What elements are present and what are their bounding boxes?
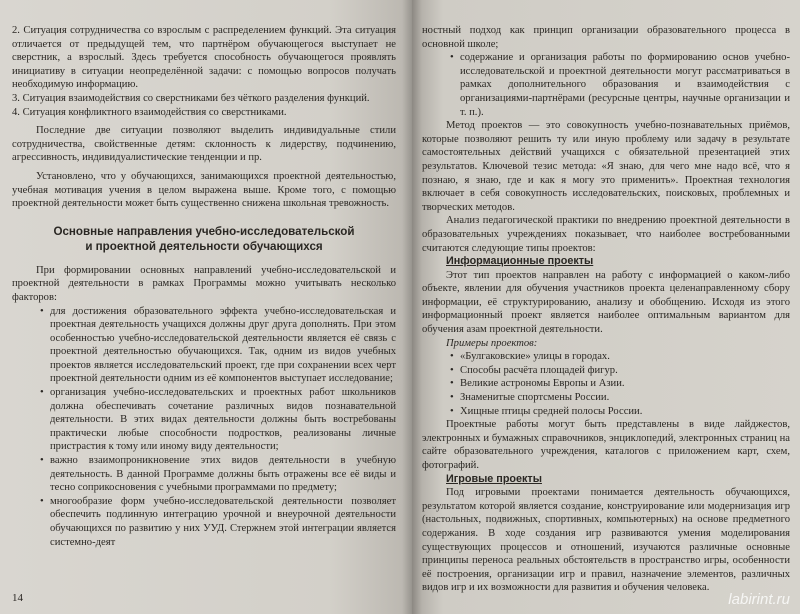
paragraph: ностный подход как принцип организации образовательного процесса в основной школе;: [422, 25, 790, 50]
paragraph: Установлено, что у обучающихся, занимающихся проектной деятельностью, учебная мотивация учения в целом выражена выше. Кроме того, с помощью проектной деятельности может быть существенно снижена школьная тревожность.: [12, 170, 396, 210]
paragraph: Проектные работы могут быть представлены в виде лайджестов, электронных и бумажных справочников, энциклопедий, электронных страниц на сайте образовательного учреждения, каталогов с приложением карт, схем, фотографий.: [422, 419, 790, 471]
heading-line: Основные направления учебно-исследовательской: [53, 224, 355, 238]
list-item: • многообразие форм учебно-исследовательской деятельности позволяет обеспечить подлинную интеграцию урочной и внеурочной деятельности обучающихся по развитию у них УУД. Стержнем этой интеграции является системно-деят: [12, 495, 396, 549]
watermark-logo: labirint.ru: [728, 591, 790, 608]
right-column: [422, 24, 790, 595]
subheading: Информационные проекты: [446, 255, 594, 268]
spine-shadow: [402, 0, 422, 614]
list-item: • Способы расчёта площадей фигур.: [422, 364, 790, 378]
paragraph: 2. Ситуация сотрудничества со взрослым с распределением функций. Эта ситуация отличается от предыдущей тем, что партнёром обучающегося выступает не сверстник, а взрослый. Здесь требуется способность обучающегося проявлять инициативу в ситуации неопределённой задачи: с помощью вопросов получать необходимую информацию.: [12, 25, 396, 91]
list-item: • Великие астрономы Европы и Азии.: [422, 377, 790, 391]
left-column: [12, 24, 396, 549]
right-page: [412, 0, 800, 614]
paragraph: Анализ педагогической практики по внедрению проектной деятельности в образовательных учреждениях показывает, что наиболее востребованными считаются следующие типы проектов:: [422, 215, 790, 254]
factor-list: [12, 305, 396, 550]
page-number: 14: [12, 592, 23, 604]
paragraph: Этот тип проектов направлен на работу с информацией о каком-либо объекте, явлении для обучения участников проекта целенаправленному сбору информации, её структурированию, анализу и обобщению. Исходя из этого информационный проект является наиболее оптимальным вариантом для обучения азам проектной деятельности.: [422, 269, 790, 336]
subheading: Игровые проекты: [446, 472, 542, 485]
paragraph: При формировании основных направлений учебно-исследовательской и проектной деятельности в рамках Программы можно учитывать несколько факторов:: [12, 264, 396, 303]
paragraph: 3. Ситуация взаимодействия со сверстниками без чёткого разделения функций.: [12, 92, 370, 104]
examples-list: [422, 350, 790, 418]
list-item: • Хищные птицы средней полосы России.: [422, 405, 790, 419]
list-item: • Знаменитые спортсмены России.: [422, 391, 790, 405]
heading-line: и проектной деятельности обучающихся: [85, 239, 323, 253]
paragraph: Под игровыми проектами понимается деятельность обучающихся, результатом которой является создание, конструирование или модернизация игр (настольных, подвижных, спортивных, компьютерных) на основе предметного содержания. В ходе создания игр развиваются умения моделирования существующих процессов и отношений, изучаются различные основные принципы переноса реальных обстоятельств в пространство игры, особенности её построения, организации игр и правил, назначение элементов, различных видов игр и их возможности для развития и обучения человека.: [422, 487, 790, 594]
examples-label: Примеры проектов:: [446, 337, 538, 349]
list-item: • содержание и организация работы по формированию основ учебно-исследовательской и проектной деятельности могут рассматриваться в рамках дополнительного образования и взаимодействия с организациями-партнёрами (ресурсные центры, научные организации и т. п.).: [422, 51, 790, 119]
list-item: • организация учебно-исследовательских и проектных работ школьников должна обеспечивать сочетание различных видов познавательной деятельности. В этих видах деятельности должны быть востребованы практически любые способности подростков, реализованы личные пристрастия к тому или иному виду деятельности;: [12, 386, 396, 454]
list-item: • «Булгаковские» улицы в городах.: [422, 350, 790, 364]
list-item: • для достижения образовательного эффекта учебно-исследовательская и проектная деятельность учащихся должны друг друга дополнять. При этом особенностью учебно-исследовательской деятельности является её связь с проектной деятельностью обучающихся. Так, одним из видов учебных проектов является исследовательский проект, где при сохранении всех черт проектной деятельности одним из её компонентов выступает исследование;: [12, 305, 396, 387]
paragraph: 4. Ситуация конфликтного взаимодействия со сверстниками.: [12, 106, 287, 118]
paragraph: Метод проектов — это совокупность учебно-познавательных приёмов, которые позволяют решить ту или иную проблему или задачу в результате самостоятельных действий учащихся с обязательной презентацией этих результатов. Ключевой тезис метода: «Я знаю, для чего мне надо всё, что я познаю, я знаю, где и как я могу это применить». Проектная технология включает в себя совокупность исследовательских, поисковых, проблемных и творческих методов.: [422, 120, 790, 213]
paragraph: Последние две ситуации позволяют выделить индивидуальные стили сотрудничества, свойственные детям: склонность к лидерству, подчинению, агрессивность, индивидуалистические тенденции и пр.: [12, 125, 396, 164]
section-heading: [12, 224, 396, 254]
bullet-list: [422, 51, 790, 119]
list-item: • важно взаимопроникновение этих видов деятельности в учебную деятельность. В данной Программе должны быть отражены все её виды и тесно соприкосновения с учебными программами по предмету;: [12, 454, 396, 495]
